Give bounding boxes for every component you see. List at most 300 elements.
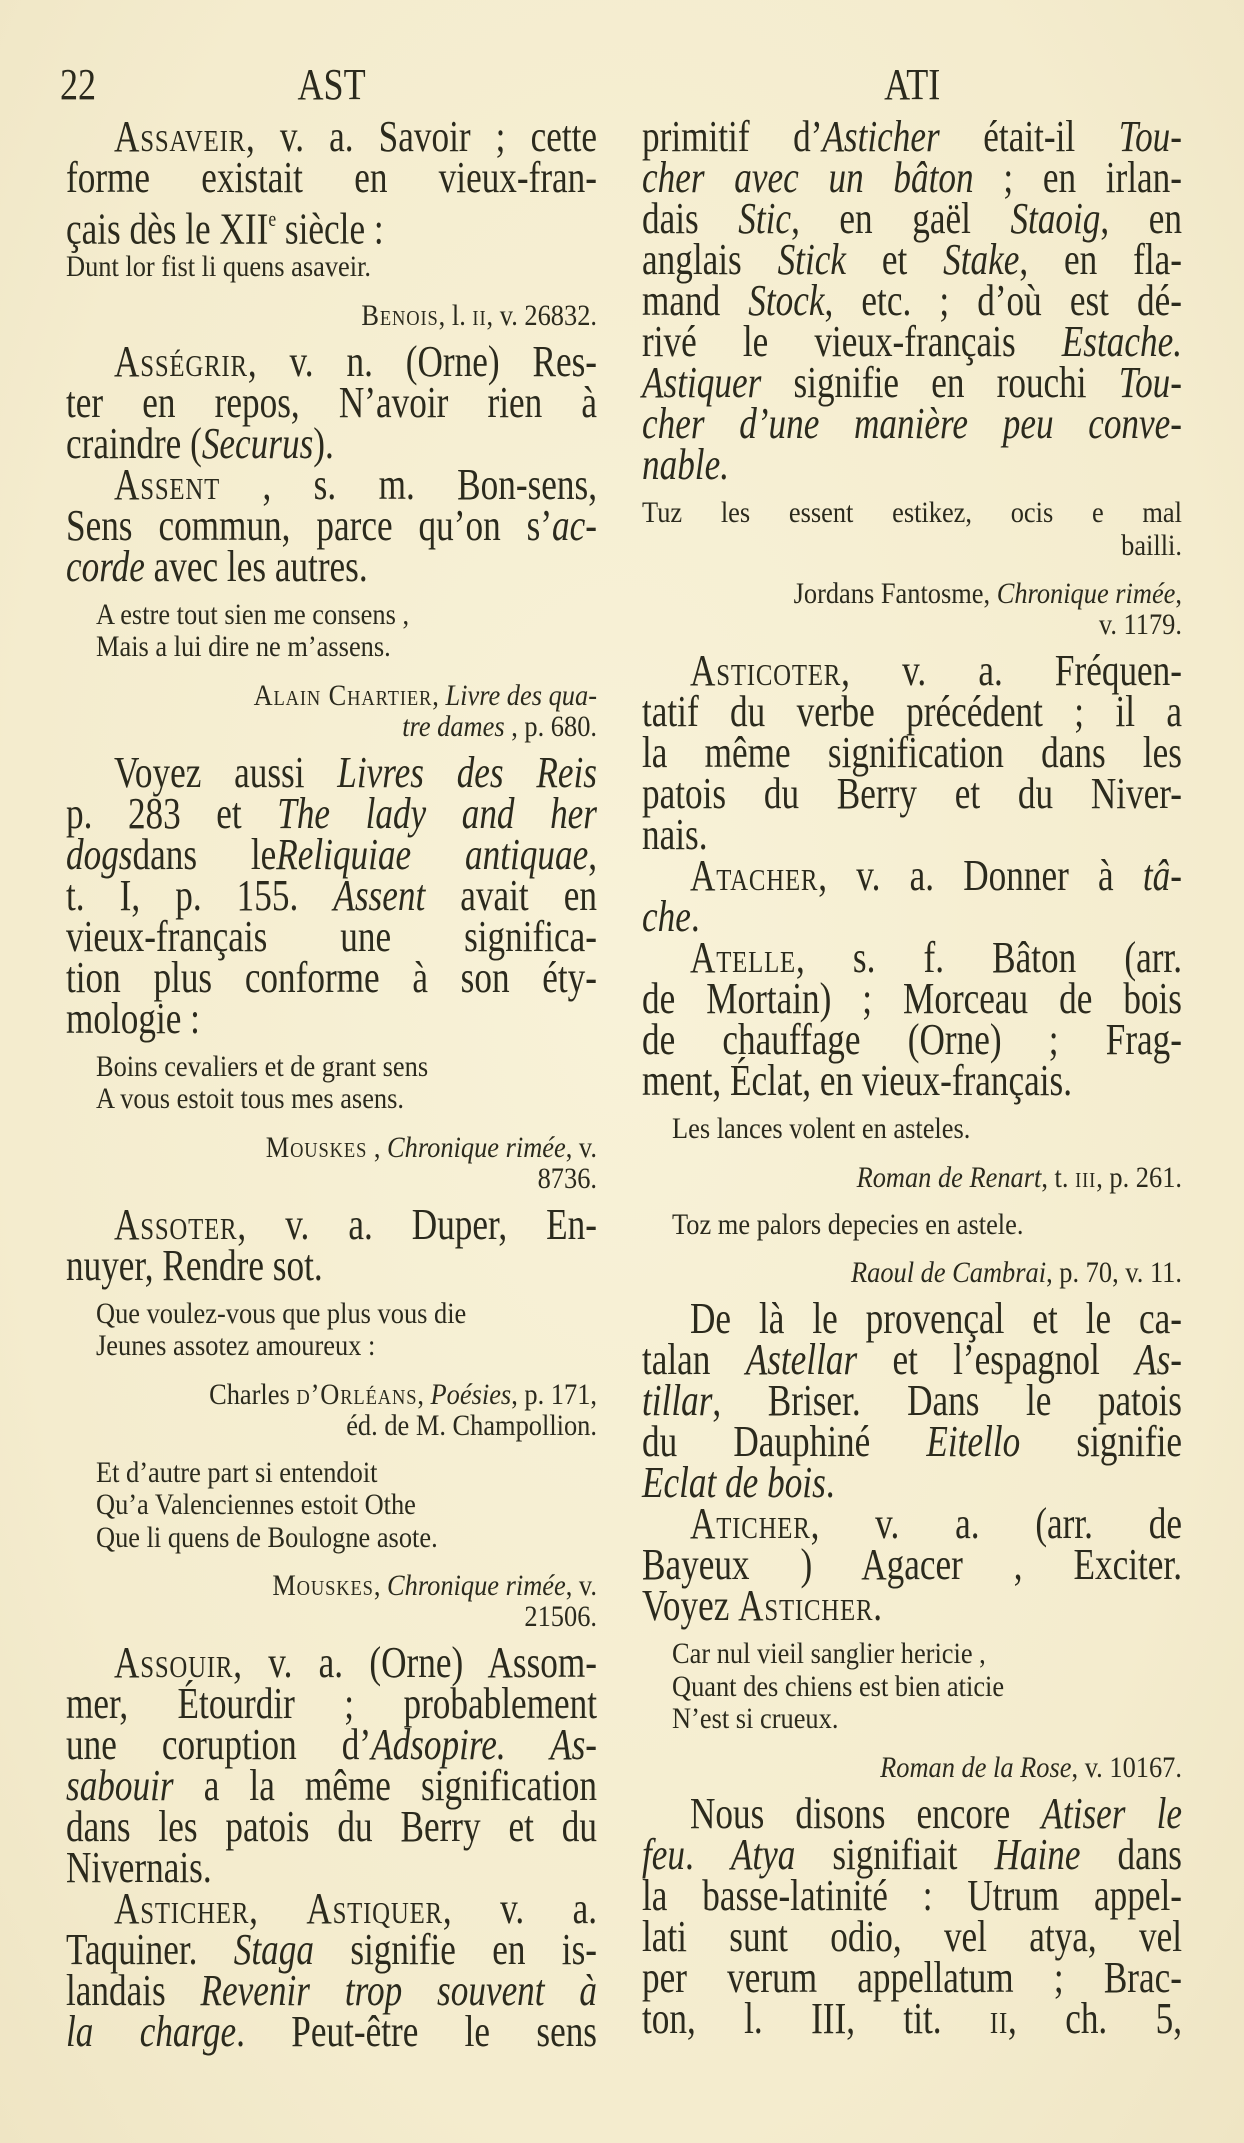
entry-line xyxy=(642,1294,1182,1343)
entry-line xyxy=(642,1499,1182,1548)
line-content xyxy=(642,497,1182,530)
text-run: , s. m. Bon-sens, xyxy=(220,459,597,509)
text-line xyxy=(66,870,597,920)
text-run: vieux-français une significa- xyxy=(66,911,597,961)
line-content xyxy=(672,1671,1182,1704)
line-content xyxy=(642,1376,1182,1425)
text-run: anglais xyxy=(642,235,778,284)
text-run: Charles xyxy=(209,1377,297,1411)
text-run: siècle : xyxy=(276,204,384,254)
line-content xyxy=(642,810,1182,859)
text-line xyxy=(66,1679,597,1728)
text-run: , en fla- xyxy=(1019,235,1182,284)
entry-line xyxy=(66,1884,597,1933)
citation-line xyxy=(66,1163,597,1194)
running-head-left xyxy=(66,62,597,108)
quote-line xyxy=(66,1489,597,1522)
text-run: signifiait xyxy=(795,1829,995,1879)
text-run: , xyxy=(432,678,446,712)
text-run: a la même signification xyxy=(173,1761,597,1810)
quote-line xyxy=(66,1522,597,1555)
text-run: ment, Éclat, en vieux-français. xyxy=(642,1056,1073,1105)
line-content xyxy=(642,769,1182,818)
text-run: , v. a. Duper, En- xyxy=(237,1199,598,1249)
italic-run: corde xyxy=(66,541,145,591)
text-line xyxy=(642,1417,1183,1466)
text-run: , v. a. Savoir ; cette xyxy=(245,112,598,161)
text-run: tion plus conforme à son éty- xyxy=(66,952,597,1002)
italic-run: Roman de la Rose xyxy=(880,1750,1072,1784)
text-line xyxy=(66,2007,597,2056)
running-head-right-text: ATI xyxy=(883,60,941,109)
line-content xyxy=(642,851,1182,900)
line-content xyxy=(66,1884,597,1933)
line-content xyxy=(66,1601,597,1632)
text-line xyxy=(642,892,1182,941)
quote-line xyxy=(66,1083,597,1116)
text-run: e xyxy=(268,206,277,231)
italic-run: Staga xyxy=(233,1925,314,1974)
text-run: primitif d’ xyxy=(642,112,823,161)
line-content xyxy=(642,1952,1182,2002)
italic-run: Staoig xyxy=(1010,194,1101,243)
line-content xyxy=(642,1540,1182,1589)
line-content xyxy=(66,993,597,1043)
line-content xyxy=(642,1162,1182,1193)
entry-line xyxy=(66,112,598,161)
text-run: , xyxy=(588,829,597,879)
italic-run: Atya xyxy=(730,1829,796,1879)
entry-line xyxy=(642,933,1182,982)
text-run: la basse-latinité : Utrum appel- xyxy=(642,1870,1182,1920)
running-head-right xyxy=(642,62,1182,108)
line-content xyxy=(66,711,597,742)
text-line xyxy=(642,399,1182,448)
line-content xyxy=(642,578,1182,609)
line-content xyxy=(66,1638,597,1687)
text-run: , xyxy=(1175,577,1182,610)
text-line xyxy=(66,377,597,427)
text-line xyxy=(66,829,597,879)
line-content xyxy=(642,687,1182,736)
text-line xyxy=(642,235,1182,284)
italic-run: Eitello xyxy=(926,1417,1021,1466)
text-line xyxy=(66,418,597,468)
text-run: , v. xyxy=(565,1569,597,1602)
line-content xyxy=(642,1015,1182,1064)
headword-run: Asségrir xyxy=(114,336,248,386)
text-run: dais xyxy=(642,194,739,243)
line-content xyxy=(66,112,598,161)
text-run: ter en repos, N’avoir rien à xyxy=(66,377,597,427)
line-content xyxy=(66,377,597,427)
text-line xyxy=(642,1911,1182,1961)
citation-line xyxy=(66,1379,597,1410)
quote-line xyxy=(66,1330,597,1363)
entry-line xyxy=(642,851,1182,900)
text-run: talan xyxy=(642,1335,746,1384)
italic-run: Asticher xyxy=(822,112,940,161)
line-content xyxy=(642,1499,1182,1548)
italic-run: tillar xyxy=(642,1376,713,1425)
text-run: , xyxy=(367,1130,388,1164)
entry-line xyxy=(66,336,597,386)
text-run: patois du Berry et du Niver- xyxy=(642,769,1182,818)
citation-line xyxy=(66,1132,597,1163)
italic-run: Atiser le xyxy=(1041,1788,1183,1838)
text-run: p. 283 et xyxy=(66,788,278,838)
headword-run: Atacher xyxy=(690,851,819,900)
text-run: . xyxy=(873,1581,883,1630)
line-content xyxy=(642,892,1182,941)
text-run: Quant des chiens est bien aticie xyxy=(672,1669,1005,1703)
text-line xyxy=(642,1458,1182,1507)
line-content xyxy=(66,1843,597,1892)
line-content xyxy=(642,1752,1182,1783)
headword-run: d’Orléans xyxy=(296,1377,418,1411)
text-line xyxy=(66,993,597,1043)
line-content xyxy=(642,1993,1182,2043)
line-content xyxy=(96,631,597,664)
line-content xyxy=(642,530,1182,563)
text-run: Nous disons encore xyxy=(690,1788,1042,1838)
citation-line xyxy=(66,1570,597,1601)
text-run: de chauffage (Orne) ; Frag- xyxy=(642,1015,1182,1064)
line-content xyxy=(642,440,1182,489)
line-content xyxy=(66,1163,597,1194)
quote-line xyxy=(66,1298,597,1331)
text-run: , l. xyxy=(438,298,473,332)
text-run: du Dauphiné xyxy=(642,1417,927,1466)
text-run: Boins cevaliers et de grant sens xyxy=(96,1049,429,1083)
text-run: Toz me palors depecies en astele. xyxy=(672,1207,1024,1241)
line-content xyxy=(642,1417,1183,1466)
line-content xyxy=(66,153,597,202)
text-run: bailli. xyxy=(1121,528,1182,562)
line-content xyxy=(642,1829,1183,1879)
text-run: , xyxy=(249,1884,307,1933)
italic-run: The lady and her xyxy=(277,788,597,838)
text-run: , s. f. Bâton (arr. xyxy=(795,933,1182,982)
text-run: dans les patois du Berry et du xyxy=(66,1802,597,1851)
text-run: signifie xyxy=(1020,1417,1183,1466)
line-content xyxy=(66,1679,597,1728)
italic-run: Assent xyxy=(333,870,426,920)
line-content xyxy=(642,609,1182,640)
citation-line xyxy=(642,1752,1182,1783)
italic-run: Stic xyxy=(738,194,792,243)
text-line xyxy=(642,276,1182,325)
text-run: mer, Étourdir ; probablement xyxy=(66,1679,597,1728)
line-content xyxy=(642,399,1182,448)
text-run: Qu’a Valenciennes estoit Othe xyxy=(96,1488,416,1521)
text-line xyxy=(642,769,1182,818)
text-run: v. 1179. xyxy=(1098,608,1182,641)
italic-run: Stake xyxy=(943,235,1020,284)
left-column xyxy=(66,112,598,2056)
text-run: était-il xyxy=(939,112,1119,161)
quote-line xyxy=(642,1671,1182,1704)
line-content xyxy=(672,1113,1182,1146)
headword-run: Assent xyxy=(114,459,221,509)
text-run: De là le provençal et le ca- xyxy=(690,1294,1182,1343)
headword-run: Astiquer xyxy=(306,1884,443,1933)
italic-run: Haine xyxy=(994,1829,1081,1879)
line-content xyxy=(672,1703,1182,1736)
entry-line xyxy=(642,1788,1183,1838)
quote-line xyxy=(642,1703,1182,1736)
line-content xyxy=(642,194,1182,243)
headword-run: Assoter xyxy=(114,1199,238,1249)
text-run: , xyxy=(373,1569,388,1602)
headword-run: Assaveir xyxy=(114,112,246,161)
text-line xyxy=(642,1540,1182,1589)
italic-run: Livre des qua- xyxy=(445,678,597,712)
text-line xyxy=(66,198,597,254)
text-run: , v. xyxy=(565,1130,597,1164)
italic-run: nable. xyxy=(642,440,730,489)
line-content xyxy=(96,1522,597,1555)
text-line xyxy=(642,728,1182,777)
text-run: Jordans Fantosme, xyxy=(793,577,997,610)
line-content xyxy=(66,911,597,961)
text-run: , v. a. Fréquen- xyxy=(841,646,1182,695)
line-content xyxy=(66,500,597,550)
line-content xyxy=(66,1410,597,1441)
headword-run: Mouskes xyxy=(265,1130,368,1164)
text-line xyxy=(642,1376,1182,1425)
line-content xyxy=(672,1638,1182,1671)
headword-run: ii xyxy=(472,298,487,332)
line-content xyxy=(66,952,597,1002)
line-content xyxy=(642,1581,1182,1630)
italic-run: Eclat de bois xyxy=(642,1458,826,1507)
text-line xyxy=(642,1056,1182,1105)
line-content xyxy=(642,646,1182,695)
line-content xyxy=(66,300,597,331)
text-run: la même signification dans les xyxy=(642,728,1182,777)
headword-run: Aticher xyxy=(690,1499,811,1548)
line-content xyxy=(66,788,597,838)
line-content xyxy=(66,680,597,711)
text-run: forme existait en vieux-fran- xyxy=(66,153,597,202)
text-run: A vous estoit tous mes asens. xyxy=(96,1082,404,1115)
text-run: , v. a. Donner à xyxy=(818,851,1143,900)
text-run: , en gaël xyxy=(791,194,1011,243)
italic-run: Roman de Renart xyxy=(856,1160,1042,1194)
text-run: signifie en rouchi xyxy=(761,358,1119,407)
text-line xyxy=(66,1802,597,1851)
text-line xyxy=(642,974,1182,1023)
text-run: , ch. 5, xyxy=(1008,1993,1182,2043)
text-run: landais xyxy=(66,1966,201,2015)
text-run: mand xyxy=(642,276,749,325)
text-run: 8736. xyxy=(537,1161,597,1195)
text-line xyxy=(66,788,597,838)
text-run: dans le xyxy=(132,829,277,879)
headword-run: Atelle xyxy=(690,933,796,982)
italic-run: Chronique rimée xyxy=(996,577,1176,610)
text-run: . xyxy=(685,1829,731,1879)
quote-line xyxy=(642,497,1182,530)
text-run: , p. 70, v. 11. xyxy=(1046,1256,1182,1289)
text-line xyxy=(66,1925,597,1974)
text-run: Que li quens de Boulogne asote. xyxy=(96,1520,438,1554)
text-line xyxy=(66,1240,597,1290)
text-line xyxy=(66,500,597,550)
line-content xyxy=(642,1294,1182,1343)
italic-run: Adsopire. As- xyxy=(371,1720,598,1769)
italic-run: cher d’une manière peu conve- xyxy=(642,399,1182,448)
italic-run: la charge xyxy=(66,2007,237,2056)
text-line xyxy=(642,1829,1183,1879)
line-content xyxy=(66,1379,597,1410)
citation-line xyxy=(642,609,1182,640)
quote-line xyxy=(642,530,1182,563)
italic-run: cher avec un bâton xyxy=(642,153,974,202)
italic-run: Estache. xyxy=(1061,317,1182,366)
italic-run: Astiquer xyxy=(642,358,762,407)
line-content xyxy=(66,1925,597,1974)
line-content xyxy=(66,1132,597,1163)
text-run: Sens commun, parce qu’on s’ xyxy=(66,500,553,550)
text-run: lati sunt odio, vel atya, vel xyxy=(642,1911,1182,1961)
line-content xyxy=(96,1489,597,1522)
line-content xyxy=(66,198,597,254)
line-content xyxy=(642,235,1182,284)
line-content xyxy=(642,1056,1182,1105)
headword-run: Mouskes xyxy=(272,1569,374,1602)
text-run: rivé le vieux-français xyxy=(642,317,1062,366)
line-content xyxy=(66,870,597,920)
line-content xyxy=(66,1720,598,1769)
text-run: , p. 171, xyxy=(511,1377,597,1411)
line-content xyxy=(66,541,597,591)
text-run: une coruption d’ xyxy=(66,1720,372,1769)
line-content xyxy=(66,1802,597,1851)
text-run: Voyez aussi xyxy=(114,747,338,797)
line-content xyxy=(96,599,597,632)
text-line xyxy=(642,1993,1182,2043)
line-content xyxy=(66,459,597,509)
text-run: , xyxy=(417,1377,431,1411)
text-line xyxy=(66,911,597,961)
text-line xyxy=(642,112,1182,161)
text-run: Que voulez-vous que plus vous die xyxy=(96,1296,467,1330)
line-content xyxy=(66,1570,597,1601)
text-run: avait en xyxy=(425,870,597,920)
text-run: , v. a. xyxy=(442,1884,597,1933)
citation-line xyxy=(642,578,1182,609)
text-run: mologie : xyxy=(66,993,200,1043)
text-run: avec les autres. xyxy=(144,541,368,591)
right-column xyxy=(642,112,1183,2043)
line-content xyxy=(642,1257,1182,1288)
text-run: nais. xyxy=(642,810,708,859)
text-line xyxy=(642,687,1182,736)
text-run: Nivernais. xyxy=(66,1843,212,1892)
running-head-left-text: AST xyxy=(297,60,366,109)
quote-line xyxy=(66,1457,597,1490)
quote-line xyxy=(642,1209,1182,1242)
italic-run: Securus xyxy=(201,418,314,468)
text-run: A estre tout sien me consens , xyxy=(96,597,410,631)
line-content xyxy=(672,1209,1182,1242)
text-run: de Mortain) ; Morceau de bois xyxy=(642,974,1182,1023)
quote-line xyxy=(66,599,597,632)
quote-line xyxy=(642,1113,1182,1146)
text-line xyxy=(642,1581,1182,1630)
text-run: , p. 261. xyxy=(1096,1160,1182,1194)
italic-run: Tou- xyxy=(1118,358,1182,407)
line-content xyxy=(66,1199,598,1249)
text-run: Mais a lui dire ne m’assens. xyxy=(96,630,391,663)
headword-run: Asticoter xyxy=(690,646,842,695)
text-line xyxy=(642,194,1182,243)
line-content xyxy=(642,1870,1182,1920)
line-content xyxy=(642,1788,1183,1838)
citation-line xyxy=(642,1162,1182,1193)
italic-run: Stock xyxy=(748,276,825,325)
text-run: Taquiner. xyxy=(66,1925,234,1974)
italic-run: Astellar xyxy=(745,1335,858,1384)
text-line xyxy=(642,810,1182,859)
headword-run: ii xyxy=(989,1993,1009,2043)
text-line xyxy=(642,317,1182,366)
line-content xyxy=(96,1051,597,1084)
italic-run: Reliquiae antiquae xyxy=(276,829,589,879)
quote-line xyxy=(66,631,597,664)
text-line xyxy=(642,358,1182,407)
citation-line xyxy=(66,680,597,711)
text-run: . Peut-être le sens xyxy=(236,2007,597,2056)
italic-run: che xyxy=(642,892,691,941)
page-number-text: 22 xyxy=(60,60,97,109)
headword-run: Assouir xyxy=(114,1638,234,1687)
text-run: N’est si crueux. xyxy=(672,1702,839,1735)
italic-run: As- xyxy=(1135,1335,1182,1384)
text-run: dans xyxy=(1080,1829,1183,1879)
line-content xyxy=(642,358,1182,407)
text-run: , v. 26832. xyxy=(486,298,597,332)
text-run: ). xyxy=(313,418,334,468)
line-content xyxy=(642,1911,1182,1961)
italic-run: ac- xyxy=(552,500,597,550)
line-content xyxy=(642,153,1182,202)
citation-line xyxy=(66,711,597,742)
text-run: et l’espagnol xyxy=(857,1335,1136,1384)
text-run: 21506. xyxy=(524,1600,597,1633)
line-content xyxy=(66,829,597,879)
headword-run: Alain Chartier xyxy=(253,678,433,712)
line-content xyxy=(642,1335,1182,1384)
italic-run: Stick xyxy=(777,235,846,284)
italic-run: Poésies xyxy=(430,1377,512,1411)
line-content xyxy=(66,418,597,468)
text-run: , etc. ; d’où est dé- xyxy=(824,276,1182,325)
headword-run: Asticher xyxy=(114,1884,250,1933)
text-run: Et d’autre part si entendoit xyxy=(96,1455,378,1489)
line-content xyxy=(642,933,1182,982)
text-run: Jeunes assotez amoureux : xyxy=(96,1329,376,1362)
text-run: ; en irlan- xyxy=(973,153,1182,202)
line-content xyxy=(642,317,1182,366)
text-run: Car nul vieil sanglier hericie , xyxy=(672,1637,986,1670)
line-content xyxy=(96,1083,597,1116)
text-run: Bayeux ) Agacer , Exciter. xyxy=(642,1540,1182,1589)
text-run: et xyxy=(845,235,944,284)
text-line xyxy=(66,952,597,1002)
